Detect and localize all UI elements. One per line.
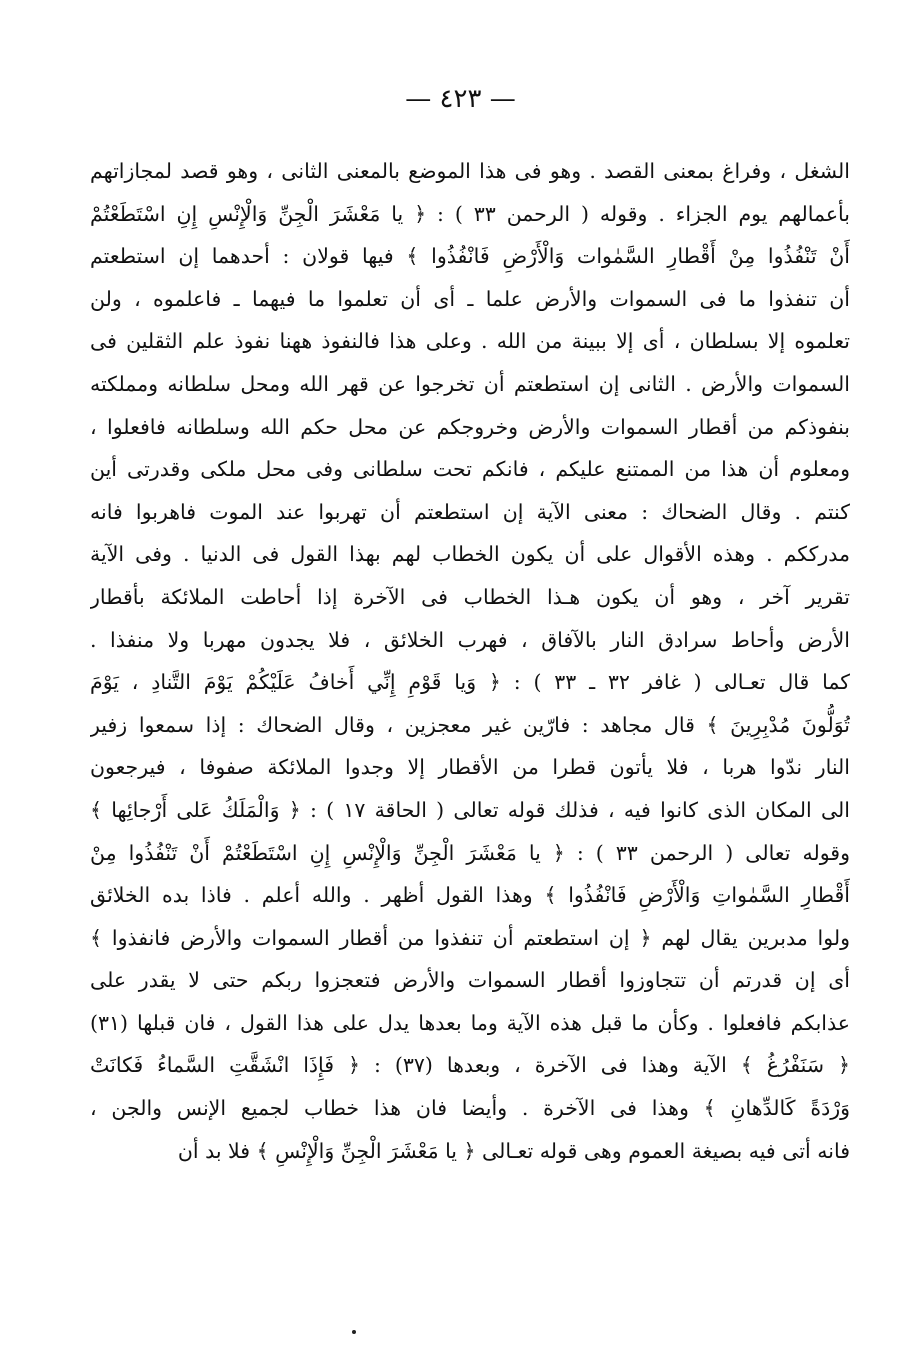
- text-line: الى المكان الذى كانوا فيه ، فذلك قوله تعالى ( الحاقة ١٧ ) : ﴿ وَالْمَلَكُ عَلى أَرْجائِها ﴾: [90, 797, 850, 822]
- text-line: النار ندّوا هربا ، فلا يأتون قطرا من الأقطار إلا وجدوا الملائكة صفوفا ، فيرجعون: [90, 755, 850, 780]
- text-line: أَنْ تَنْفُذُوا مِنْ أَقْطارِ السَّمٰوات وَالْأَرْضِ فَانْفُذُوا ﴾ فيها قولان : أحدهما إن استطعتم: [90, 244, 850, 269]
- text-line: أى إن قدرتم أن تتجاوزوا أقطار السموات والأرض فتعجزوا ربكم حتى لا يقدر على: [90, 968, 850, 993]
- text-line: كما قال تعـالى ( غافر ٣٢ ـ ٣٣ ) : ﴿ وَيا قَوْمِ إِنِّي أَخافُ عَلَيْكُمْ يَوْمَ التَّنادِ ، يَوْمَ: [90, 670, 850, 695]
- text-line: فانه أتى فيه بصيغة العموم وهى قوله تعـالى ﴿ يا مَعْشَرَ الْجِنِّ وَالْإِنْسِ ﴾ فلا بد أن: [177, 1138, 850, 1163]
- print-dot: [352, 1330, 356, 1334]
- text-line: تقرير آخر ، وهو أن يكون هـذا الخطاب فى الآخرة إذا أحاطت الملائكة بأقطار: [90, 584, 850, 609]
- text-line: السموات والأرض . الثانى إن استطعتم أن تخرجوا عن قهر الله ومحل سلطانه ومملكته: [90, 371, 850, 396]
- text-line: ومعلوم أن هذا من الممتنع عليكم ، فانكم تحت سلطانى وفى محل ملكى وقدرتى أين: [90, 457, 850, 482]
- text-line: تُوَلُّونَ مُدْبِرِينَ ﴾ قال مجاهد : فارّين غير معجزين ، وقال الضحاك : إذا سمعوا زفير: [90, 712, 850, 737]
- text-line: مدرككم . وهذه الأقوال على أن يكون الخطاب لهم بهذا القول فى الدنيا . وفى الآية: [90, 542, 850, 567]
- text-line: بنفوذكم من أقطار السموات والأرض وخروجكم عن محل حكم الله وسلطانه فافعلوا ،: [90, 414, 850, 439]
- text-line: الشغل ، وفراغ بمعنى القصد . وهو فى هذا الموضع بالمعنى الثانى ، وهو قصد لمجازاتهم: [90, 159, 850, 183]
- text-line: ﴿ سَنَفْرُغُ ﴾ الآية وهذا فى الآخرة ، وبعدها (٣٧) : ﴿ فَإِذَا انْشَقَّتِ السَّماءُ فَكانَتْ: [90, 1053, 850, 1078]
- text-line: تعلموه إلا بسلطان ، أى إلا ببينة من الله . وعلى هذا فالنفوذ ههنا نفوذ علم الثقلين فى: [90, 329, 850, 354]
- text-line: عذابكم فافعلوا . وكأن ما قبل هذه الآية وما بعدها يدل على هذا القول ، فان قبلها (٣١): [90, 1010, 850, 1035]
- page-number: — ٤٢٣ —: [405, 84, 516, 114]
- text-line: أن تنفذوا ما فى السموات والأرض علما ـ أى أن تعلموا ما فيهما ـ فاعلموه ، ولن: [90, 286, 850, 311]
- text-line: ولوا مدبرين يقال لهم ﴿ إن استطعتم أن تنفذوا من أقطار السموات والأرض فانفذوا ﴾: [90, 925, 850, 950]
- text-line: الأرض وأحاط سرادق النار بالآفاق ، فهرب الخلائق ، فلا يجدون مهربا ولا منفذا .: [90, 627, 850, 652]
- text-line: كنتم . وقال الضحاك : معنى الآية إن استطعتم أن تهربوا عند الموت فاهربوا فانه: [90, 499, 850, 524]
- body-text: [90, 150, 850, 1172]
- text-line: بأعمالهم يوم الجزاء . وقوله ( الرحمن ٣٣ ) : ﴿ يا مَعْشَرَ الْجِنِّ وَالْإِنْسِ إِنِ اسْتَطَعْتُمْ: [90, 201, 850, 226]
- text-line: أَقْطارِ السَّمٰواتِ وَالْأَرْضِ فَانْفُذُوا ﴾ وهذا القول أظهر . والله أعلم . فاذا بده الخلائق: [90, 883, 850, 908]
- text-line: وقوله تعالى ( الرحمن ٣٣ ) : ﴿ يا مَعْشَرَ الْجِنِّ وَالْإِنْسِ إِنِ اسْتَطَعْتُمْ أَنْ تَنْفُذُوا مِنْ: [90, 840, 850, 865]
- text-line: وَرْدَةً كَالدِّهانِ ﴾ وهذا فى الآخرة . وأيضا فان هذا خطاب لجميع الإنس والجن ،: [90, 1096, 850, 1121]
